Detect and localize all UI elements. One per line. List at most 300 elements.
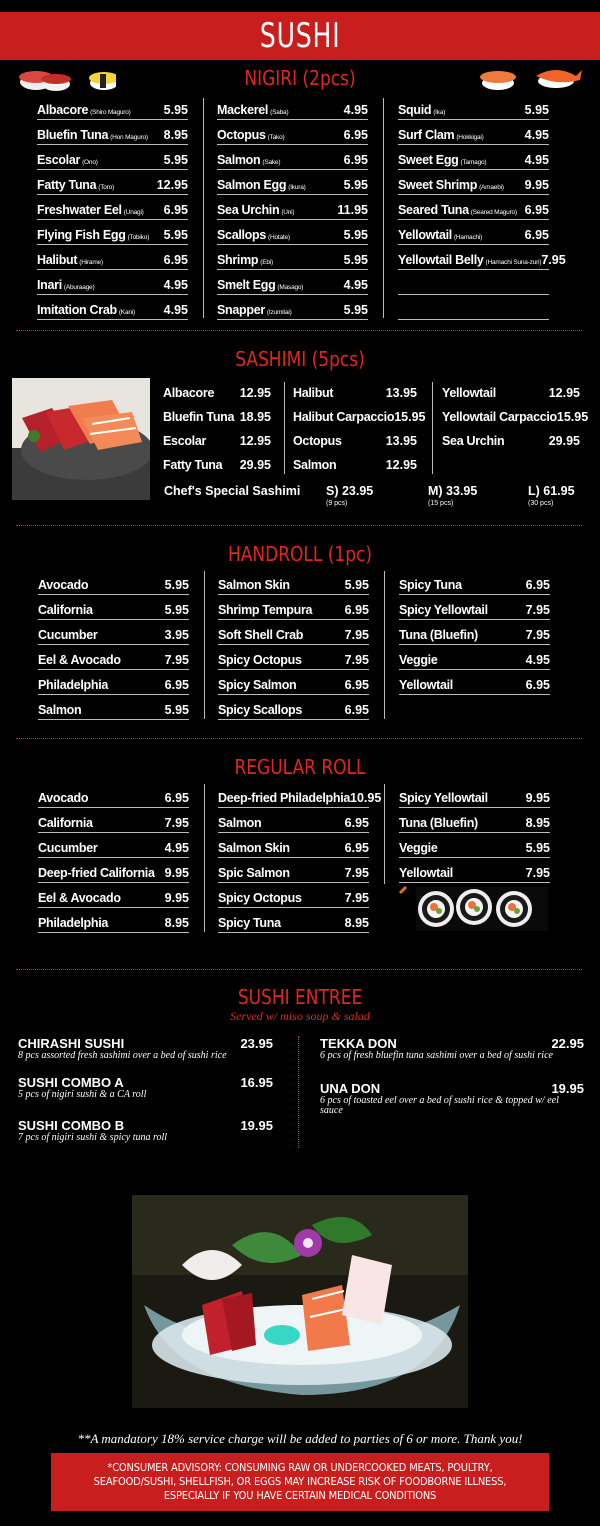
entree-price: 23.95 xyxy=(240,1036,273,1051)
item-name-text: Freshwater Eel xyxy=(37,203,122,217)
chefs-special-large: L) 61.95 xyxy=(528,484,575,498)
item-name xyxy=(218,703,302,717)
item-japanese-name: (Uni) xyxy=(281,209,295,216)
item-name xyxy=(218,891,302,905)
menu-item xyxy=(399,595,550,620)
item-japanese-name: (Amaebi) xyxy=(479,184,504,191)
menu-item xyxy=(399,833,550,858)
item-name-text: Imitation Crab xyxy=(37,303,117,317)
item-price: 5.95 xyxy=(344,578,369,592)
menu-item xyxy=(398,295,549,320)
menu-item xyxy=(218,783,382,808)
menu-item xyxy=(38,783,189,808)
entree-description: 6 pcs of toasted eel over a bed of sushi rice & topped w/ eel sauce xyxy=(320,1095,559,1116)
item-name-text: Bluefin Tuna xyxy=(163,410,235,424)
item-name-text: Octopus xyxy=(217,128,266,142)
item-name xyxy=(293,458,336,472)
item-price: 7.95 xyxy=(525,866,550,880)
item-japanese-name: (Hokkigai) xyxy=(456,134,484,141)
menu-item xyxy=(217,120,368,145)
item-name xyxy=(398,128,484,142)
item-price: 3.95 xyxy=(164,628,189,642)
item-name xyxy=(218,916,281,930)
item-name xyxy=(399,578,462,592)
item-price: 8.95 xyxy=(525,816,550,830)
menu-item xyxy=(38,670,189,695)
entree-description: 8 pcs assorted fresh sashimi over a bed of sushi rice xyxy=(18,1050,227,1061)
menu-item xyxy=(163,378,271,402)
item-japanese-name: (Ika) xyxy=(433,109,446,116)
item-name xyxy=(218,866,290,880)
menu-item xyxy=(38,620,189,645)
item-name xyxy=(217,128,284,142)
item-price: 6.95 xyxy=(344,816,369,830)
item-japanese-name: (Ebi) xyxy=(260,259,273,266)
menu-item xyxy=(218,645,369,670)
item-name xyxy=(38,816,93,830)
entree-name: TEKKA DON xyxy=(320,1036,397,1051)
menu-item xyxy=(217,220,368,245)
item-name xyxy=(163,386,214,400)
item-name xyxy=(38,866,155,880)
item-price: 4.95 xyxy=(163,278,188,292)
sashimi-column-3 xyxy=(442,378,589,450)
item-name xyxy=(218,816,261,830)
item-name-text: Octopus xyxy=(293,434,342,448)
item-price: 5.95 xyxy=(163,228,188,242)
item-name-text: Albacore xyxy=(163,386,215,400)
menu-item xyxy=(38,808,189,833)
item-name xyxy=(442,434,504,448)
item-name xyxy=(38,916,108,930)
item-name-text: Spicy Octopus xyxy=(218,653,302,667)
menu-item xyxy=(399,808,550,833)
menu-item xyxy=(218,695,369,720)
item-name xyxy=(217,278,303,292)
section-divider xyxy=(16,738,582,739)
item-price: 6.95 xyxy=(343,153,368,167)
item-name xyxy=(398,153,486,167)
item-name-text: Yellowtail xyxy=(399,866,453,880)
item-name-text: Spic Salmon xyxy=(218,866,290,880)
entree-price: 19.95 xyxy=(551,1081,584,1096)
item-name xyxy=(293,386,333,400)
item-name xyxy=(37,303,135,317)
menu-item xyxy=(217,170,368,195)
item-name-text: Tuna (Bluefin) xyxy=(399,628,478,642)
entree-item xyxy=(18,1118,273,1143)
item-price: 13.95 xyxy=(385,434,417,448)
item-japanese-name: (Hamachi Suna-zuri) xyxy=(485,259,542,266)
menu-item xyxy=(38,695,189,720)
item-name xyxy=(218,678,296,692)
item-name-text: Smelt Egg xyxy=(217,278,276,292)
menu-item xyxy=(442,426,580,450)
entree-name: SUSHI COMBO B xyxy=(18,1118,125,1133)
item-name-text: Scallops xyxy=(217,228,267,242)
item-name xyxy=(217,203,294,217)
item-price: 6.95 xyxy=(344,603,369,617)
item-name-text: Philadelphia xyxy=(38,916,109,930)
item-price: 8.95 xyxy=(164,916,189,930)
item-name-text: Spicy Yellowtail xyxy=(399,603,488,617)
entree-item xyxy=(320,1036,584,1061)
item-name-text: Salmon Skin xyxy=(218,841,290,855)
item-japanese-name: (Hamachi) xyxy=(453,234,483,241)
item-name xyxy=(399,866,453,880)
item-name xyxy=(163,458,222,472)
menu-item xyxy=(399,858,550,883)
item-name-text: Escolar xyxy=(37,153,81,167)
consumer-advisory-box xyxy=(51,1453,549,1511)
handroll-column-2 xyxy=(218,570,369,720)
entree-subtitle: Served w/ miso soup & salad xyxy=(230,1009,370,1023)
item-japanese-name: (Hon Maguro) xyxy=(110,134,148,141)
menu-item xyxy=(37,295,188,320)
entree-price: 16.95 xyxy=(240,1075,273,1090)
item-name-text: Bluefin Tuna xyxy=(37,128,109,142)
menu-item xyxy=(38,645,189,670)
menu-item xyxy=(398,170,549,195)
item-name-text: Cucumber xyxy=(38,841,98,855)
item-price: 5.95 xyxy=(343,303,368,317)
menu-item xyxy=(37,220,188,245)
handroll-column-3 xyxy=(399,570,550,695)
menu-item xyxy=(217,145,368,170)
item-name-text: Sweet Shrimp xyxy=(398,178,478,192)
item-price: 7.95 xyxy=(344,653,369,667)
handroll-title: HANDROLL (1pc) xyxy=(228,542,372,566)
menu-item xyxy=(399,570,550,595)
item-price: 29.95 xyxy=(239,458,271,472)
item-name-text: Seared Tuna xyxy=(398,203,469,217)
item-price: 6.95 xyxy=(344,841,369,855)
item-japanese-name: (Tobiko) xyxy=(127,234,150,241)
item-name xyxy=(37,103,131,117)
item-name-text: Flying Fish Egg xyxy=(37,228,126,242)
item-price: 5.95 xyxy=(343,228,368,242)
roll-photo xyxy=(396,883,548,933)
menu-item xyxy=(218,670,369,695)
item-name-text: Fatty Tuna xyxy=(37,178,97,192)
item-name xyxy=(217,153,280,167)
column-divider xyxy=(203,98,204,318)
item-name xyxy=(398,203,517,217)
title-banner xyxy=(0,12,600,60)
menu-item xyxy=(442,402,589,426)
item-name xyxy=(38,628,97,642)
entree-price: 19.95 xyxy=(240,1118,273,1133)
menu-item xyxy=(218,833,369,858)
menu-item xyxy=(217,295,368,320)
item-name xyxy=(218,578,290,592)
item-price: 6.95 xyxy=(344,678,369,692)
item-japanese-name: (Ono) xyxy=(82,159,98,166)
item-name-text: Eel & Avocado xyxy=(38,891,121,905)
menu-item xyxy=(398,220,549,245)
item-name-text: Veggie xyxy=(399,841,438,855)
item-name xyxy=(217,253,273,267)
item-name xyxy=(218,628,303,642)
item-price: 15.95 xyxy=(394,410,426,424)
section-divider xyxy=(16,525,582,526)
entree-description: 7 pcs of nigiri sushi & spicy tuna roll xyxy=(18,1132,168,1143)
menu-item xyxy=(37,120,188,145)
item-name xyxy=(218,653,302,667)
item-price: 5.95 xyxy=(343,253,368,267)
item-japanese-name: (Sake) xyxy=(262,159,281,166)
item-price: 7.95 xyxy=(525,603,550,617)
item-name-text: Escolar xyxy=(163,434,207,448)
item-price: 7.95 xyxy=(164,653,189,667)
item-price: 7.95 xyxy=(164,816,189,830)
menu-item xyxy=(293,402,426,426)
nigiri-column-2 xyxy=(217,95,368,320)
item-name-text: Sweet Egg xyxy=(398,153,459,167)
menu-item xyxy=(398,120,549,145)
menu-item xyxy=(37,95,188,120)
column-divider xyxy=(204,784,205,932)
item-name xyxy=(218,603,312,617)
item-price: 6.95 xyxy=(344,703,369,717)
item-name xyxy=(38,891,121,905)
item-name xyxy=(37,203,144,217)
menu-item xyxy=(163,426,271,450)
menu-item xyxy=(218,570,369,595)
regular-roll-column-1 xyxy=(38,783,189,933)
item-price: 5.95 xyxy=(164,578,189,592)
menu-item xyxy=(218,908,369,933)
item-price: 9.95 xyxy=(525,791,550,805)
menu-item xyxy=(398,195,549,220)
item-name-text: Spicy Tuna xyxy=(399,578,462,592)
item-name-text: Squid xyxy=(398,103,432,117)
item-price: 5.95 xyxy=(343,178,368,192)
chefs-special-medium: M) 33.95 xyxy=(428,484,478,498)
menu-item xyxy=(37,170,188,195)
item-name xyxy=(217,228,290,242)
item-price: 5.95 xyxy=(524,103,549,117)
item-name xyxy=(38,603,93,617)
entree-name: SUSHI COMBO A xyxy=(18,1075,124,1090)
item-japanese-name: (Ikura) xyxy=(288,184,306,191)
entree-description: 6 pcs of fresh bluefin tuna sashimi over a bed of sushi rice xyxy=(320,1050,553,1061)
item-price: 12.95 xyxy=(239,434,271,448)
nigiri-column-3 xyxy=(398,95,566,320)
entree-name: UNA DON xyxy=(320,1081,381,1096)
menu-item xyxy=(293,426,417,450)
item-price: 7.95 xyxy=(344,891,369,905)
consumer-advisory-text: *CONSUMER ADVISORY: CONSUMING RAW OR UNDERCOOKED MEATS, POULTRY, SEAFOOD/SUSHI, SHELLFISH, OR EGGS MAY INCREASE RISK OF FOODBORNE ILLNESS, ESPECIALLY IF YOU HAVE CERTAIN MEDICAL CONDITIONS xyxy=(93,1461,507,1502)
column-divider xyxy=(384,571,385,719)
item-price: 6.95 xyxy=(343,128,368,142)
entree-name: CHIRASHI SUSHI xyxy=(18,1036,125,1051)
item-name-text: Salmon xyxy=(38,703,82,717)
item-price: 9.95 xyxy=(524,178,549,192)
item-name xyxy=(399,816,478,830)
menu-item xyxy=(38,570,189,595)
sashimi-column-1 xyxy=(163,378,271,474)
item-name-text: California xyxy=(38,603,93,617)
item-price: 12.95 xyxy=(548,386,580,400)
menu-item xyxy=(398,145,549,170)
menu-item xyxy=(218,620,369,645)
entree-title: SUSHI ENTREE xyxy=(237,985,363,1009)
item-name-text: Avocado xyxy=(38,578,89,592)
item-name xyxy=(37,228,149,242)
item-name xyxy=(38,653,121,667)
item-name xyxy=(399,653,438,667)
item-name-text: Avocado xyxy=(38,791,89,805)
item-name xyxy=(37,253,103,267)
item-name-text: Albacore xyxy=(37,103,89,117)
item-price: 4.95 xyxy=(524,153,549,167)
sashimi-platter-photo xyxy=(132,1195,468,1408)
item-japanese-name: (Shiro Maguro) xyxy=(90,109,131,116)
menu-item xyxy=(38,858,189,883)
item-name-text: Yellowtail xyxy=(399,678,453,692)
item-name xyxy=(37,153,98,167)
item-price: 29.95 xyxy=(548,434,580,448)
item-name xyxy=(37,128,148,142)
item-name-text: Halibut xyxy=(37,253,78,267)
chefs-special-label: Chef's Special Sashimi xyxy=(164,484,301,498)
menu-item xyxy=(399,620,550,645)
item-name xyxy=(217,303,292,317)
regular-roll-column-2 xyxy=(218,783,382,933)
menu-item xyxy=(218,595,369,620)
item-name-text: Spicy Scallops xyxy=(218,703,303,717)
menu-item xyxy=(38,883,189,908)
item-japanese-name: (Toro) xyxy=(98,184,115,191)
menu-item xyxy=(217,245,368,270)
sashimi-title: SASHIMI (5pcs) xyxy=(235,347,365,371)
menu-item xyxy=(218,858,369,883)
section-divider xyxy=(16,969,582,970)
item-name-text: Salmon Egg xyxy=(217,178,287,192)
item-name xyxy=(442,410,557,424)
item-name xyxy=(398,178,504,192)
item-name xyxy=(218,791,350,805)
chefs-special-small: S) 23.95 xyxy=(326,484,374,498)
item-name xyxy=(398,253,541,267)
item-price: 6.95 xyxy=(164,678,189,692)
item-price: 12.95 xyxy=(385,458,417,472)
item-price: 6.95 xyxy=(524,203,549,217)
item-name-text: Halibut xyxy=(293,386,334,400)
menu-item xyxy=(217,195,368,220)
item-japanese-name: (Izumitai) xyxy=(266,309,292,316)
menu-item xyxy=(37,270,188,295)
menu-item xyxy=(38,595,189,620)
item-name-text: Eel & Avocado xyxy=(38,653,121,667)
item-name-text: Yellowtail xyxy=(398,228,452,242)
item-name-text: Soft Shell Crab xyxy=(218,628,304,642)
item-name xyxy=(399,603,488,617)
regular-roll-title: REGULAR ROLL xyxy=(234,755,366,779)
menu-item xyxy=(398,95,549,120)
item-price: 6.95 xyxy=(163,203,188,217)
item-name xyxy=(399,791,488,805)
menu-item xyxy=(38,833,189,858)
regular-roll-column-3 xyxy=(399,783,550,883)
nigiri-title: NIGIRI (2pcs) xyxy=(244,66,356,90)
item-name xyxy=(38,678,108,692)
column-divider xyxy=(432,382,433,474)
sashimi-column-2 xyxy=(293,378,426,474)
menu-item xyxy=(163,402,271,426)
item-price: 6.95 xyxy=(525,678,550,692)
entree-item xyxy=(18,1075,273,1100)
item-price: 12.95 xyxy=(239,386,271,400)
item-name-text: Yellowtail Belly xyxy=(398,253,484,267)
item-name-text: Deep-fried California xyxy=(38,866,155,880)
item-price: 13.95 xyxy=(385,386,417,400)
item-japanese-name: (Unagi) xyxy=(123,209,144,216)
menu-item xyxy=(442,378,580,402)
menu-item xyxy=(163,450,271,474)
item-name-text: Spicy Yellowtail xyxy=(399,791,488,805)
item-price: 5.95 xyxy=(164,603,189,617)
item-name-text: Spicy Salmon xyxy=(218,678,297,692)
column-divider xyxy=(298,1036,299,1148)
item-name xyxy=(38,578,88,592)
item-name-text: Salmon xyxy=(293,458,337,472)
item-name-text: California xyxy=(38,816,93,830)
item-price: 4.95 xyxy=(524,128,549,142)
item-name-text: Cucumber xyxy=(38,628,98,642)
column-divider xyxy=(384,784,385,884)
item-price: 5.95 xyxy=(164,703,189,717)
item-japanese-name: (Tamago) xyxy=(460,159,487,166)
item-name-text: Snapper xyxy=(217,303,265,317)
menu-item xyxy=(38,908,189,933)
chefs-special-medium-pcs: (15 pcs) xyxy=(428,500,454,507)
item-price: 8.95 xyxy=(344,916,369,930)
item-name xyxy=(399,841,438,855)
nigiri-column-1 xyxy=(37,95,188,320)
item-price: 12.95 xyxy=(156,178,188,192)
entree-left-column xyxy=(18,1036,273,1143)
item-name-text: Salmon Skin xyxy=(218,578,290,592)
item-price: 4.95 xyxy=(343,278,368,292)
item-price: 6.95 xyxy=(164,791,189,805)
section-divider xyxy=(16,330,582,331)
item-name-text: Surf Clam xyxy=(398,128,455,142)
item-price: 6.95 xyxy=(524,228,549,242)
item-name-text: Spicy Octopus xyxy=(218,891,302,905)
menu-item xyxy=(218,883,369,908)
column-divider xyxy=(204,571,205,719)
item-price: 6.95 xyxy=(163,253,188,267)
item-name xyxy=(217,103,288,117)
menu-item xyxy=(398,245,566,270)
menu-item xyxy=(218,808,369,833)
item-name-text: Shrimp xyxy=(217,253,259,267)
item-price: 11.95 xyxy=(337,203,368,217)
item-name xyxy=(293,410,394,424)
item-price: 7.95 xyxy=(344,866,369,880)
item-price: 6.95 xyxy=(525,578,550,592)
chefs-special-large-pcs: (30 pcs) xyxy=(528,500,554,507)
item-name xyxy=(163,434,206,448)
item-japanese-name: (Kani) xyxy=(118,309,135,316)
item-price: 5.95 xyxy=(525,841,550,855)
menu-item xyxy=(398,270,549,295)
service-charge-note: **A mandatory 18% service charge will be added to parties of 6 or more. Thank you! xyxy=(77,1431,523,1446)
item-name-text: Sea Urchin xyxy=(217,203,280,217)
item-japanese-name: (Seared Maguro) xyxy=(470,209,517,216)
